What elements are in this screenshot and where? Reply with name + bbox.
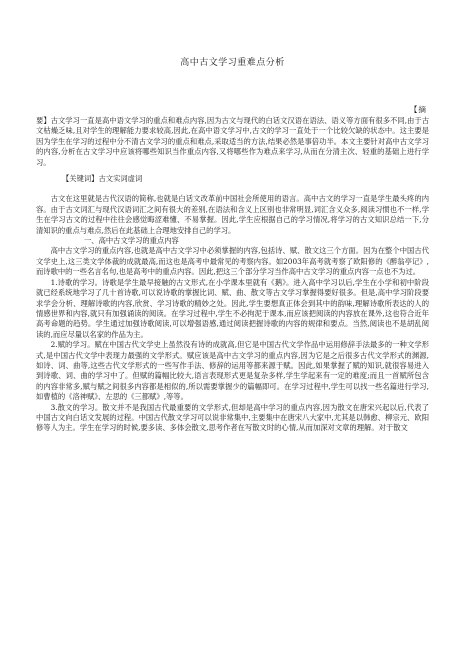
abstract-label-text: 【摘 (409, 105, 427, 114)
item1-paragraph: 1.诗歌的学习。诗歌是学生最早接触的古文形式,在小学课本里就有《鹅》。进入高中学习以后,学生在小学和初中阶段就已经系统地学习了几十首诗歌,可以说诗歌的掌握比词、赋、曲、散文等古文学习掌握得要好很多。但是,高中学习阶段要求学会分析、理解诗歌的内容,欣赏、学习诗歌的精妙之处。因此,学生要想真正体会到其中的韵味,理解诗歌所表达的人的情感世界和内容,就只有加强诵读的阅读。在学习过程中,学生不必拘泥于课本,而应该把阅读的内容放在课外,这也符合近年高考命题的趋势。学生通过加强诗歌阅读,可以增强语感,通过阅读把握诗歌的内容的规律和要点。当然,阅读也不是胡乱阅读的,而应尽量以名家的作品为主。 (36, 277, 429, 339)
item2-paragraph: 2.赋的学习。赋在中国古代文学史上虽然没有诗的成就高,但它是中国古代文学作品中运用修辞手法最多的一种文学形式,是中国古代文学中表现力最强的文学形式。赋应该是高中古文学习的重点内容,因为它是之后很多古代文学形式的渊源,如诗、词、曲等,这些古代文学形式的一些写作手法、修辞的运用等都来源于赋。因此,如果掌握了赋的知识,就很容易进入到诗歌、词、曲的学习中了。但赋的篇幅比较大,语言表现形式更是复杂多样,学生学起来有一定的难度;而且一首赋所包含的内容非常多,赋与赋之间很多内容都是相似的,所以需要掌握少的篇幅即可。在学习过程中,学生可以找一些名篇进行学习,如曹植的《洛神赋》、左思的《三都赋》,等等。 (36, 340, 429, 402)
abstract-paragraph (36, 116, 429, 168)
document-title: 高中古文学习重难点分析 (180, 58, 285, 68)
abstract-label-cont: 要】 (36, 116, 51, 125)
keywords-text: 古文实词虚词 (98, 174, 143, 184)
section1-heading: 一、高中古文学习的重点内容 (84, 236, 179, 246)
section1-intro-paragraph: 高中古文学习的重点内容,也就是高中古文学习中必须掌握的内容,包括诗、赋、散文这三个方面。因为在整个中国古代文学史上,这三类文学体裁的成就最高,而这也是高考中最常见的考察内容。如2003年高考就考察了欧阳修的《醉翁亭记》,而诗歌中的一些名言名句,也是高考中的重点内容。因此,把这三个部分学习当作高中古文学习的重点内容一点也不为过。 (36, 246, 429, 277)
keywords-label: 【关键词】 (62, 174, 99, 184)
keywords-line (36, 174, 429, 184)
abstract-text: 古文学习一直是高中语文学习的重点和难点内容,因为古文与现代的白话文汉语在语法、语义等方面有很多不同,由于古文枯燥乏味,且对学生的理解能力要求较高,因此,在高中语文学习中,古文的学习一直处于一个比较欠缺的状态中。这主要是因为学生在学习的过程中分不清古文学习的重点和难点,采取适当的方法,结果必然是事倍功半。本文主要针对高中古文学习的内容,分析在古文学习中应该将哪些知识当作重点内容,又将哪些作为难点来学习,从而在分清主次、轻重的基础上进行学习。 (36, 116, 429, 167)
item3-paragraph: 3.散文的学习。散文并不是我国古代最重要的文学形式,但却是高中学习的重点内容,因为散文在唐宋兴起以后,代表了中国古文向白话文发展的过程。中国古代散文学习可以说非常集中,主要集中在唐宋八大家中,尤其是以韩愈、柳宗元、欧阳修等人为主。学生在学习的时候,要多读、多体会散文,思考作者在写散文时的心情,从而加深对文章的理解。对于散文 (36, 402, 429, 433)
intro-paragraph: 古文在这里就是古代汉语的简称,也就是白话文改革前中国社会所使用的语言。高中古文的学习一直是学生最头疼的内容。由于古文词汇与现代汉语词汇之间有很大的差别,在语法和含义上区别也非常明显,词汇含义众多,阅读习惯也不一样,学生在学习古文的过程中往往会感觉晦涩难懂、不易掌握。因此,学生应根据自己的学习情况,将学习的古文知识总结一下,分清知识的重点与难点,然后在此基础上合理地安排自己的学习。 (36, 194, 429, 235)
abstract-label (36, 104, 429, 115)
